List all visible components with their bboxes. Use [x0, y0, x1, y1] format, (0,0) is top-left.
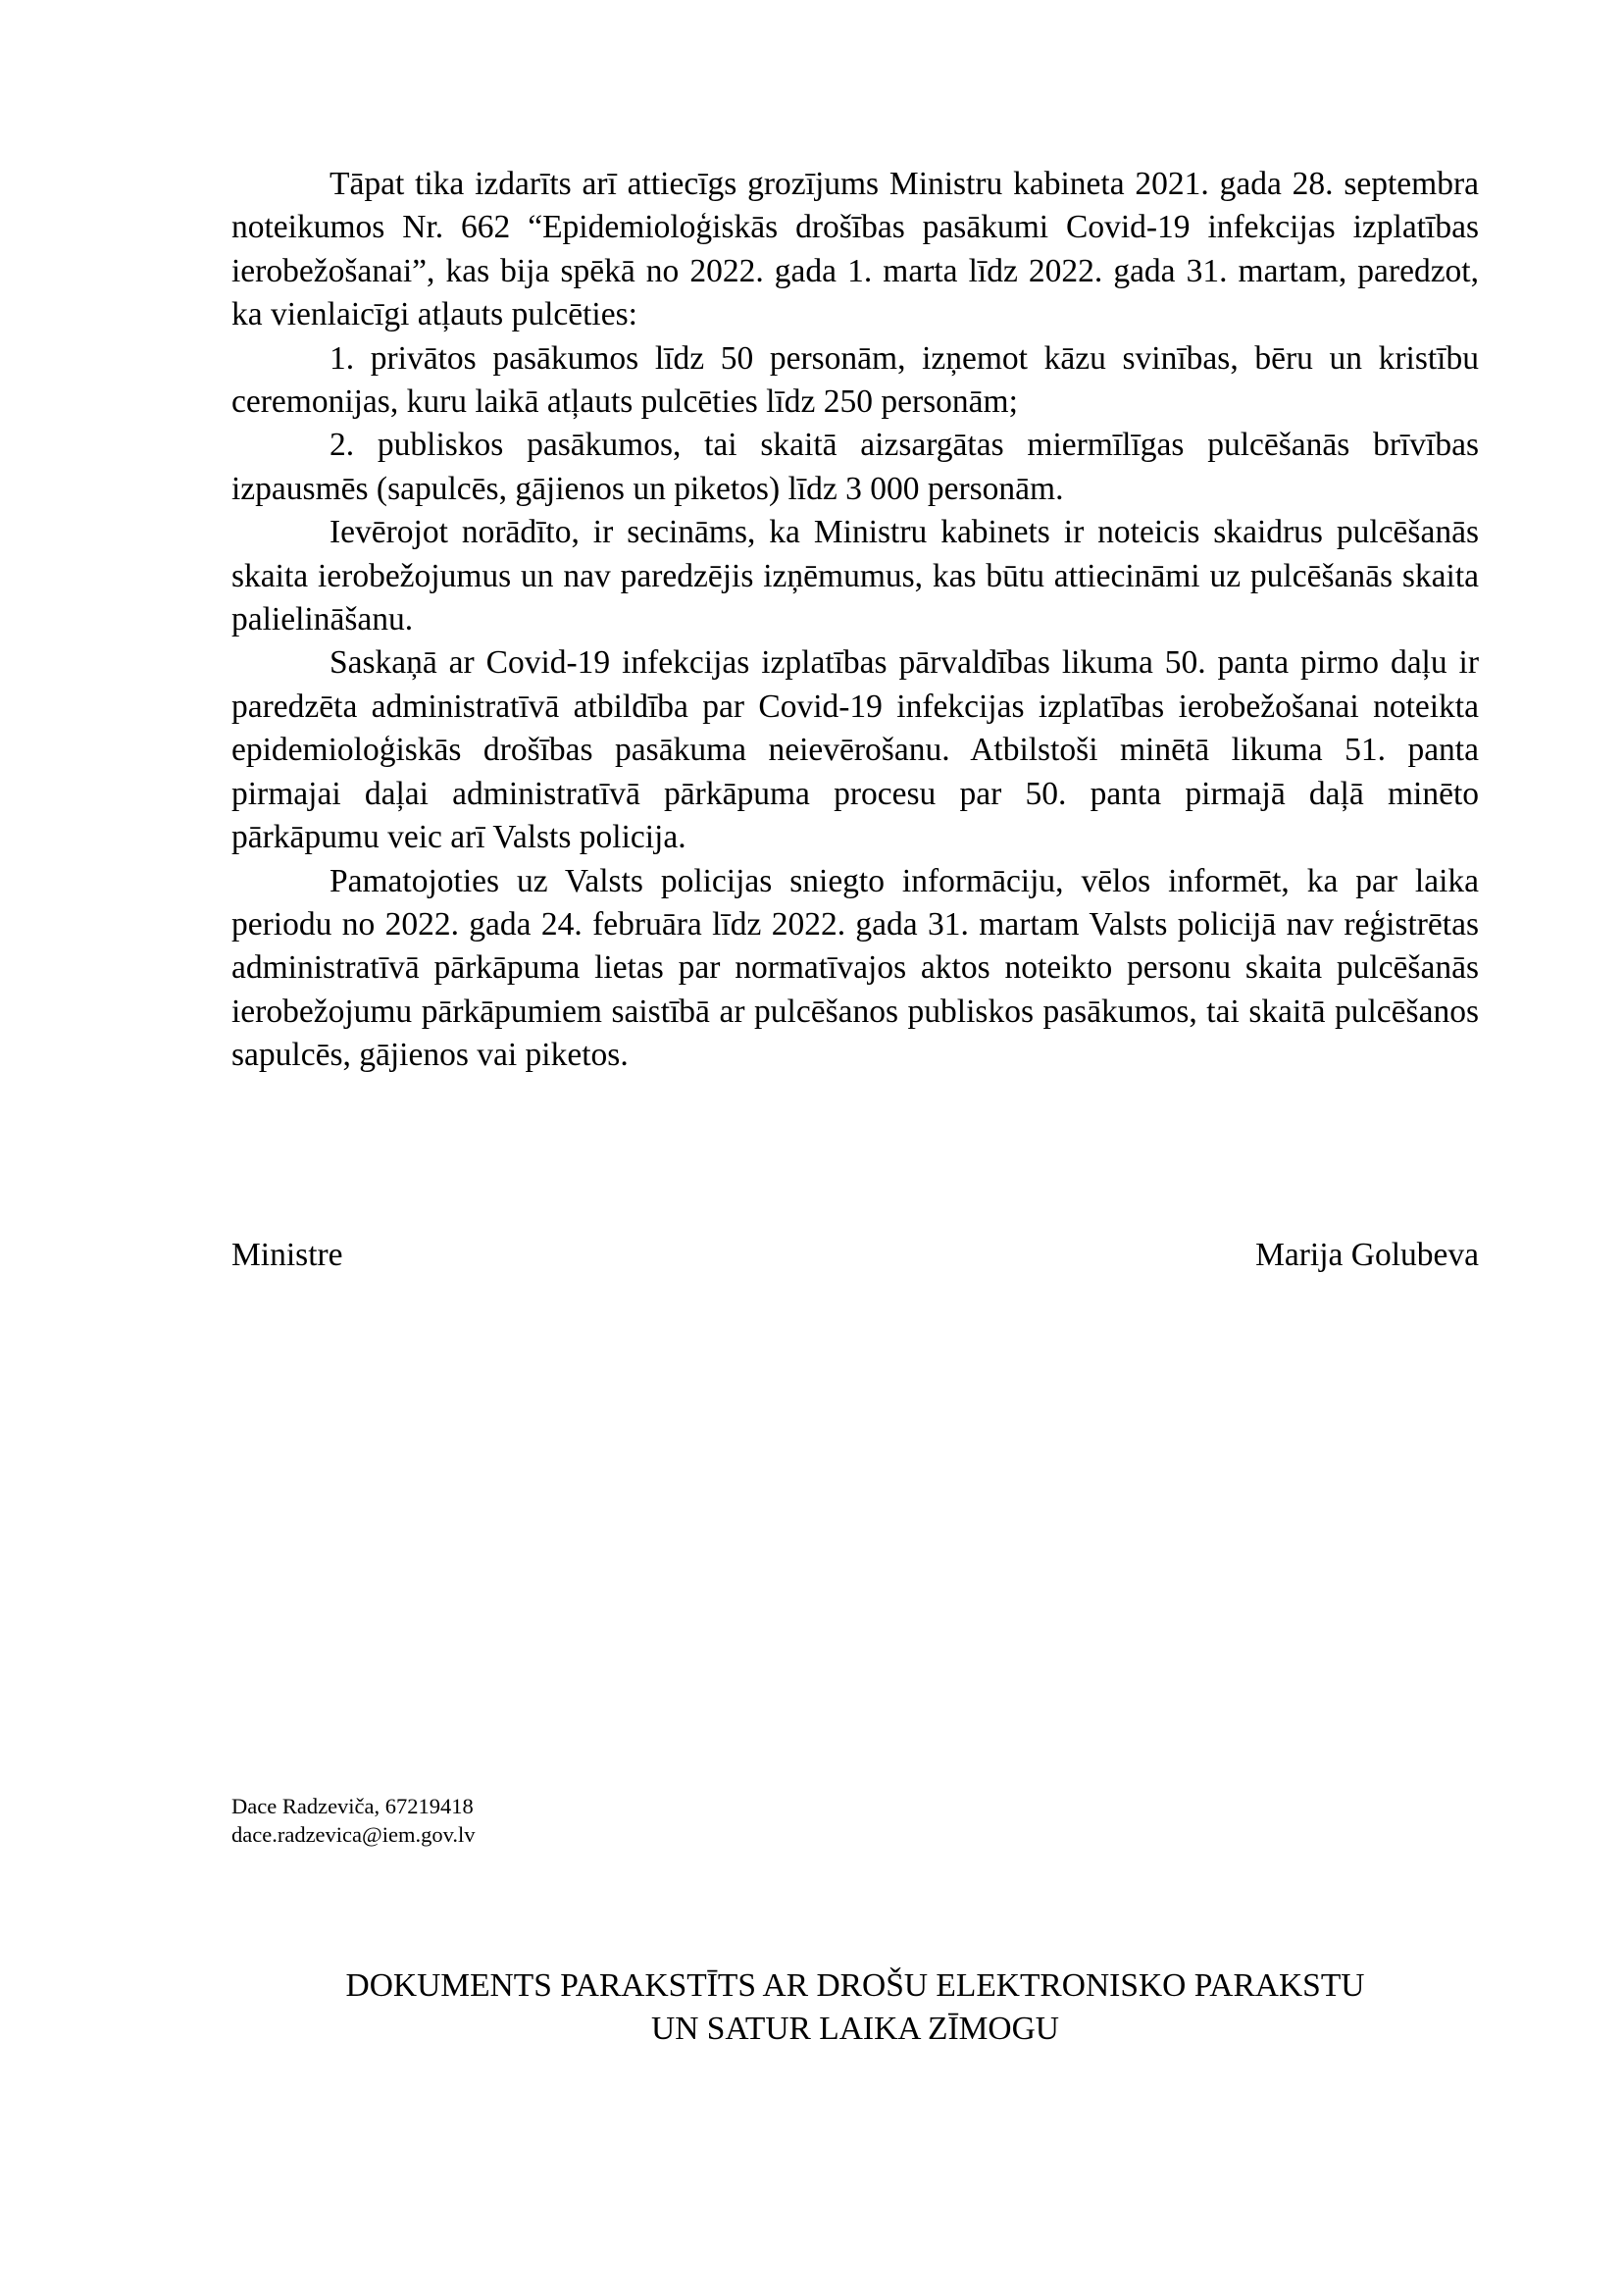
e-signature-notice-line1: DOKUMENTS PARAKSTĪTS AR DROŠU ELEKTRONISKO PARAKSTU	[345, 1967, 1365, 2004]
contact-info	[231, 1792, 476, 1849]
contact-name-phone: Dace Radzeviča, 67219418	[231, 1794, 474, 1818]
paragraph-amendment: Tāpat tika izdarīts arī attiecīgs grozījums Ministru kabineta 2021. gada 28. septembra noteikumos Nr. 662 “Epidemioloģiskās drošības pasākumi Covid-19 infekcijas izplatības ierobežošanai”, kas bija spēkā no 2022. gada 1. marta līdz 2022. gada 31. martam, paredzot, ka vienlaicīgi atļauts pulcēties:	[231, 166, 1479, 333]
signatory-position: Ministre	[231, 1237, 343, 1273]
e-signature-notice-line2: UN SATUR LAIKA ZĪMOGU	[651, 2011, 1059, 2047]
e-signature-notice	[231, 1964, 1479, 2051]
paragraph-police-info: Pamatojoties uz Valsts policijas sniegto informāciju, vēlos informēt, ka par laika periodu no 2022. gada 24. februāra līdz 2022. gada 31. martam Valsts policijā nav reģistrētas administratīvā pārkāpuma lietas par normatīvajos aktos noteikto personu skaita pulcēšanās ierobežojumu pārkāpumiem saistībā ar pulcēšanos publiskos pasākumos, tai skaitā pulcēšanos sapulcēs, gājienos vai piketos.	[231, 862, 1479, 1074]
paragraph-conclusion: Ievērojot norādīto, ir secināms, ka Ministru kabinets ir noteicis skaidrus pulcēšanās skaita ierobežojumus un nav paredzējis izņēmumus, kas būtu attiecināmi uz pulcēšanās skaita palielināšanu.	[231, 514, 1479, 638]
contact-email: dace.radzevica@iem.gov.lv	[231, 1822, 476, 1847]
letter-body	[231, 163, 1479, 1078]
signatory-name: Marija Golubeva	[1255, 1237, 1479, 1273]
list-item-private-events: 1. privātos pasākumos līdz 50 personām, izņemot kāzu svinības, bēru un kristību ceremonijas, kuru laikā atļauts pulcēties līdz 250 personām;	[231, 339, 1479, 421]
paragraph-liability: Saskaņā ar Covid-19 infekcijas izplatības pārvaldības likuma 50. panta pirmo daļu ir paredzēta administratīvā atbildība par Covid-19 infekcijas izplatības ierobežošanai noteikta epidemioloģiskās drošības pasākuma neievērošanu. Atbilstoši minētā likuma 51. panta pirmajai daļai administratīvā pārkāpuma procesu par 50. panta pirmajā daļā minēto pārkāpumu veic arī Valsts policija.	[231, 644, 1479, 856]
signature-block	[231, 1234, 1479, 1277]
list-item-public-events: 2. publiskos pasākumos, tai skaitā aizsargātas miermīlīgas pulcēšanās brīvības izpausmēs (sapulcēs, gājienos un piketos) līdz 3 000 personām.	[231, 427, 1479, 507]
